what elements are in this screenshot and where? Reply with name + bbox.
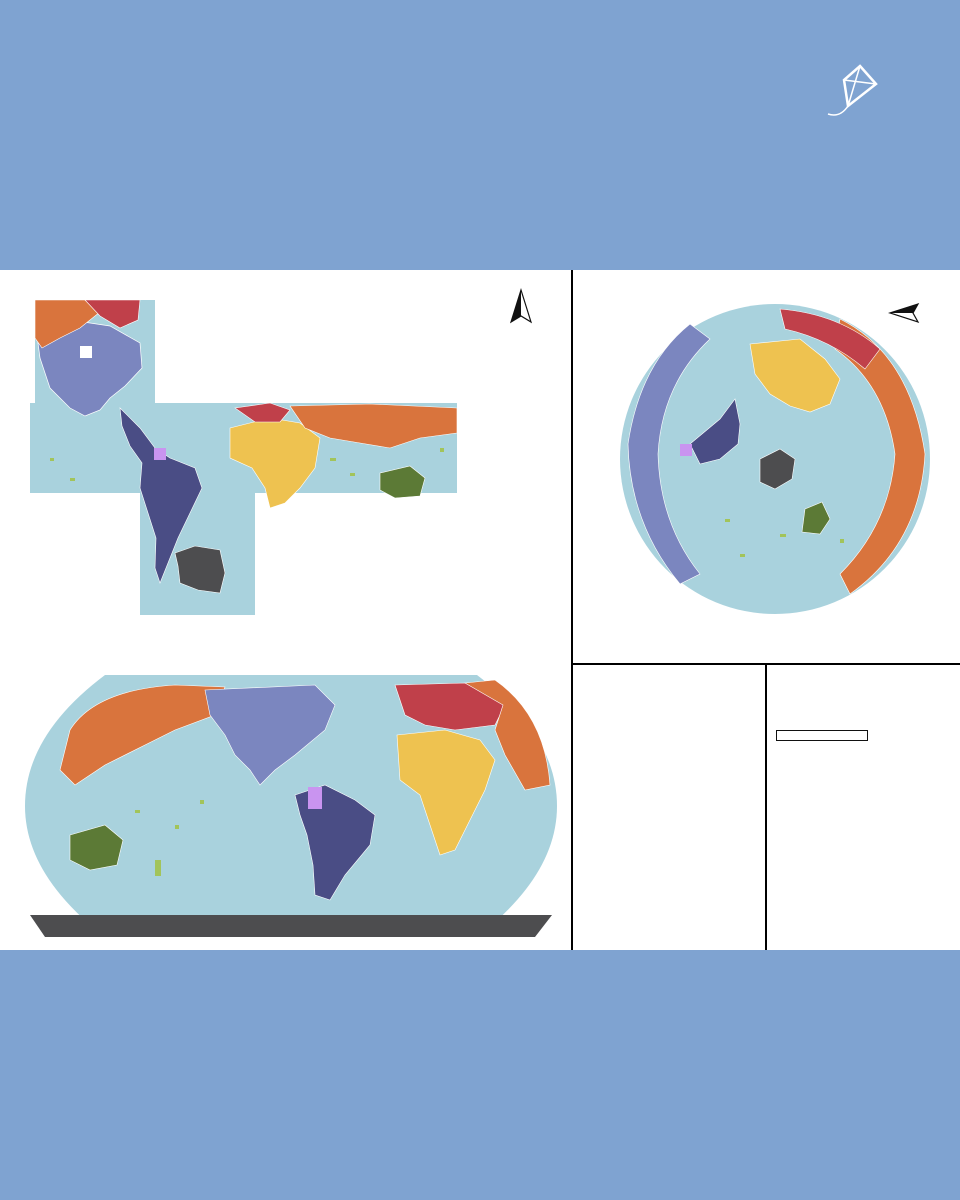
- azimuthal-projection-map: [610, 294, 940, 624]
- map-panel: [0, 270, 960, 950]
- legend-divider: [765, 665, 767, 950]
- cube-projection-map: [30, 298, 460, 618]
- north-arrow-rotated-icon: [888, 300, 922, 326]
- header: [0, 0, 960, 270]
- panel-divider-vertical: [571, 270, 573, 950]
- equal-earth-projection-map: [25, 675, 557, 937]
- kite-logo-icon: [820, 62, 880, 122]
- north-arrow-icon: [505, 288, 537, 338]
- scale-bar: [776, 730, 868, 741]
